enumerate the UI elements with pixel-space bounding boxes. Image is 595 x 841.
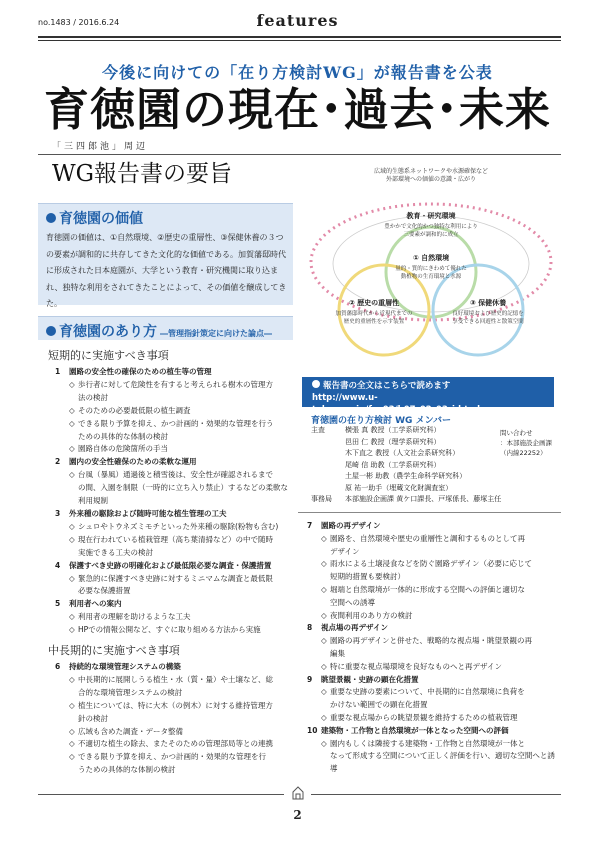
member-row xyxy=(311,494,561,506)
title-rule xyxy=(38,154,561,155)
svg-text:良好環境および歴史的記憶を: 良好環境および歴史的記憶を xyxy=(452,311,524,317)
short-term-heading: 短期的に実施すべき事項 xyxy=(48,349,169,362)
university-emblem-icon xyxy=(290,785,306,801)
diamond-bullet-icon: ◇ xyxy=(69,739,75,749)
sub-item-text: 利用者の理解を助けるような工夫 xyxy=(78,612,191,622)
diamond-bullet-icon: ◇ xyxy=(321,687,327,697)
article-title: 育徳園の現在･過去･未来 xyxy=(43,83,551,136)
item-title: 園路の安全性の確保のための植生等の管理 xyxy=(69,367,212,376)
member-name: 木下直之 教授（人文社会系研究科） xyxy=(345,449,460,457)
diamond-bullet-icon: ◇ xyxy=(321,661,327,671)
sub-item xyxy=(302,533,560,559)
item-number: 10 xyxy=(307,725,318,735)
diamond-bullet-icon: ◇ xyxy=(69,470,75,480)
sub-item-text: できる限り予算を抑え、かつ計画的・効果的な管理を行 xyxy=(78,752,266,762)
bullet-dot-icon xyxy=(46,213,56,223)
section-label: features xyxy=(256,11,339,30)
sub-item xyxy=(302,584,560,610)
header-rule-thin xyxy=(38,40,561,41)
svg-text:加賀藩邸時代から近現代までの: 加賀藩邸時代から近現代までの xyxy=(335,311,413,317)
sub-item-text: 植生については、特に大木（の例木）に対する維持管理方 xyxy=(78,700,273,710)
sub-item xyxy=(302,610,560,623)
sub-item xyxy=(50,751,290,777)
diagram-caption: 広域的生態系ネットワークや水源確保など 外部環境への価値の意識・広がり xyxy=(373,168,488,183)
arikata-note: ―管理指針策定に向けた論点― xyxy=(160,329,272,338)
fulltext-link-box[interactable] xyxy=(302,377,554,415)
item-title: 園路の再デザイン xyxy=(321,521,381,530)
sub-item xyxy=(50,534,290,560)
diamond-bullet-icon: ◇ xyxy=(69,625,75,635)
sub-item-text: 不適切な植生の除去、またそのための管理部局等との連携 xyxy=(78,739,273,749)
article-subtitle: 今後に向けての「在り方検討WG」が報告書を公表 xyxy=(102,63,493,82)
edu-title: 教育・研究環境 xyxy=(406,212,456,220)
sub-item xyxy=(302,558,560,584)
sub-item xyxy=(302,661,560,674)
edu-ring xyxy=(333,216,529,312)
bullet-dot-icon xyxy=(46,326,56,336)
item-number: 9 xyxy=(307,674,313,684)
diamond-bullet-icon: ◇ xyxy=(69,444,75,454)
member-name: 本部施設企画課 黄ケ口課長、戸塚係長、藤塚主任 xyxy=(345,495,502,503)
sub-item-text: シュロやトウネズミモチといった外来種の駆除(粉物も含む) xyxy=(78,521,279,531)
item-heading xyxy=(302,520,560,533)
sub-item-text: 現在行われている植栽管理（高ち葉清掃など）の中で随時 xyxy=(78,534,273,544)
value-section-body: 育徳園の価値は、①自然環境、②歴史の重層性、③保健休養の３つの要素が調和的に共存してきた文化的な価値である。加賀藩邸時代に形成された日本庭園が、大学という教育・研究機関に取り込まれ、独特な利用をされてきたことによって、その価値を醸成してきた。 xyxy=(46,233,287,308)
member-name: 土屋一彬 助教（農学生命科学研究科） xyxy=(345,472,467,480)
item-number: 4 xyxy=(55,560,61,570)
sub-item xyxy=(50,611,290,624)
page-number: 2 xyxy=(293,808,302,822)
sub-item xyxy=(302,635,560,661)
column-separator xyxy=(298,512,561,513)
item-number: 8 xyxy=(307,623,313,633)
contact-info: 問い合わせ ：本部施設企画課 （内線22252） xyxy=(500,429,552,457)
sub-item-text: 園路の再デザインと併せた、戦略的な視点場・眺望景観の再 xyxy=(330,636,532,646)
sub-item-continued: 編集 xyxy=(330,648,345,658)
member-row xyxy=(311,471,561,483)
sub-item-text: 緊急的に保護すべき史跡に対するミニマムな調査と最低限 xyxy=(78,573,273,583)
svg-text:歴史的重層性を示す装置: 歴史的重層性を示す装置 xyxy=(343,319,405,325)
member-name: 尾崎 信 助教（工学系研究科） xyxy=(345,460,441,469)
photo-credit: 「三四郎池」周辺 xyxy=(52,142,149,152)
item-title: 外来種の駆除および随時可能な植生管理の工夫 xyxy=(69,508,227,518)
sub-item-continued: 実施できる工夫の検討 xyxy=(78,547,153,557)
svg-text:動植物の生育環境と水源: 動植物の生育環境と水源 xyxy=(400,274,462,280)
item-number: 3 xyxy=(55,508,61,518)
sub-item xyxy=(50,738,290,751)
right-column-list xyxy=(302,520,560,776)
sub-item xyxy=(50,405,290,418)
diamond-bullet-icon: ◇ xyxy=(69,521,75,531)
item-number: 2 xyxy=(55,457,61,467)
sub-item-text: 特に重要な視点場環境を良好なものへと再デザイン xyxy=(330,661,502,671)
sub-item-text: 歩行者に対して危険性を有すると考えられる樹木の管理方 xyxy=(78,379,273,389)
member-name: 原 祐一助手（埋蔵文化財調査室） xyxy=(345,483,453,492)
sub-item-continued: 針の検討 xyxy=(78,713,108,723)
diamond-bullet-icon: ◇ xyxy=(69,405,75,415)
svg-text:享受できる回遊性と散策空間: 享受できる回遊性と散策空間 xyxy=(452,319,524,325)
svg-text:量的・質的にきわめて優れた: 量的・質的にきわめて優れた xyxy=(395,266,467,272)
item-number: 6 xyxy=(55,662,61,672)
item-title: 持続的な環境管理システムの構築 xyxy=(69,662,181,672)
item-heading xyxy=(50,508,290,521)
sub-item-text: できる限り予算を抑え、かつ計画的・効果的な管理を行う xyxy=(78,418,274,428)
left-column-list xyxy=(50,346,290,777)
fulltext-label: 報告書の全文はこちらで読めます xyxy=(312,380,544,392)
item-heading xyxy=(50,456,290,469)
diamond-bullet-icon: ◇ xyxy=(69,534,75,544)
sub-item xyxy=(50,674,290,700)
diamond-bullet-icon: ◇ xyxy=(321,533,327,543)
sub-item xyxy=(50,418,290,444)
diamond-bullet-icon: ◇ xyxy=(69,612,75,622)
sub-item-text: 重要な史跡の要素について、中長期的に自然環境に負荷を xyxy=(330,687,525,697)
sub-item-text: 夜間利用のあり方の検討 xyxy=(330,610,413,620)
sub-item-continued: なって形成する空間について正しく評価を行い、適切な空間へと誘導 xyxy=(330,751,555,774)
member-name: 邑田 仁 教授（理学系研究科） xyxy=(345,437,441,446)
sub-item-continued: うための具体的な体制の検討 xyxy=(78,765,176,775)
sub-item-text: 園路自体の危険箇所の手当 xyxy=(78,444,168,454)
item-heading xyxy=(302,622,560,635)
item-number: 5 xyxy=(55,599,61,609)
member-role: 事務局 xyxy=(311,495,332,503)
item-heading xyxy=(50,661,290,674)
arikata-section-title: 育徳園のあり方 ―管理指針策定に向けた論点― xyxy=(46,321,272,341)
sub-item-continued: 合的な環境管理システムの検討 xyxy=(78,687,183,697)
svg-text:三要素が調和的に成立: 三要素が調和的に成立 xyxy=(403,232,459,238)
item-heading xyxy=(50,366,290,379)
value-section xyxy=(38,203,293,308)
sub-item xyxy=(50,726,290,739)
value-section-title: 育徳園の価値 xyxy=(46,208,143,228)
members-title: 育徳園の在り方検討 WG メンバー xyxy=(311,416,451,426)
footer-rule-right xyxy=(311,794,561,795)
item-heading xyxy=(50,560,290,573)
sub-item-continued: かけない範囲での顕在化措置 xyxy=(330,700,428,710)
diamond-bullet-icon: ◇ xyxy=(69,674,75,684)
history-title: ② 歴史の重層性 xyxy=(348,299,400,307)
diamond-bullet-icon: ◇ xyxy=(321,584,327,594)
diamond-bullet-icon: ◇ xyxy=(321,610,327,620)
diamond-bullet-icon: ◇ xyxy=(69,700,75,710)
diamond-bullet-icon: ◇ xyxy=(69,573,75,583)
diamond-bullet-icon: ◇ xyxy=(321,559,327,569)
sub-item-continued: 短期的措置も要検討） xyxy=(330,572,405,582)
item-number: 7 xyxy=(307,521,313,530)
sub-item xyxy=(302,738,560,776)
member-row xyxy=(311,460,561,472)
sub-item xyxy=(50,443,290,456)
sub-item xyxy=(50,624,290,637)
wg-heading: WG報告書の要旨 xyxy=(52,161,233,187)
sub-item xyxy=(302,712,560,725)
item-heading xyxy=(50,598,290,611)
diamond-bullet-icon: ◇ xyxy=(321,712,327,722)
sub-item-continued: 空間への誘導 xyxy=(330,597,375,607)
sub-item-text: 園路を、自然環境や歴史の重層性と調和するものとして再 xyxy=(330,533,525,543)
issue-number: no.1483 / 2016.6.24 xyxy=(38,18,120,27)
diamond-bullet-icon: ◇ xyxy=(69,379,75,389)
sub-item-text: そのための必要最低限の植生調査 xyxy=(78,405,191,415)
sub-item-text: HPでの情報公開など、すぐに取り組める方法から実施 xyxy=(78,625,261,635)
mid-term-heading: 中長期的に実施すべき事項 xyxy=(48,644,180,658)
item-heading xyxy=(302,725,560,738)
sub-item-text: 広域も含めた調査・データ整備 xyxy=(78,726,183,736)
sub-item-text: 台風（暴風）通過後と積雪後は、安全性が確認されるまで xyxy=(78,470,273,480)
member-name: 横張 真 教授（工学系研究科） xyxy=(345,426,441,434)
diamond-bullet-icon: ◇ xyxy=(321,636,327,646)
sub-item xyxy=(50,379,290,405)
diamond-bullet-icon: ◇ xyxy=(69,726,75,736)
sub-item-text: 園内もしくは隣接する建築物・工作物と自然環境が一体と xyxy=(330,738,525,748)
fulltext-url[interactable]: http://www.u-tokyo.ac.jp/fac03/b07_02_03_j.html xyxy=(312,393,481,415)
item-title: 利用者への案内 xyxy=(69,599,122,609)
sub-item-continued: の間、入園を制限（一時的に立ち入り禁止）するなどの柔軟な利用規制 xyxy=(78,483,288,506)
sub-item-text: 重要な視点場からの眺望景観を維持するための植栽管理 xyxy=(330,712,518,722)
sub-item xyxy=(50,700,290,726)
nature-title: ① 自然環境 xyxy=(412,254,450,262)
diamond-bullet-icon: ◇ xyxy=(321,738,327,748)
bullet-dot-icon xyxy=(312,380,320,388)
value-diagram xyxy=(302,160,560,370)
member-row xyxy=(311,483,561,495)
sub-item xyxy=(50,469,290,508)
header-rule xyxy=(38,36,561,38)
svg-text:豊かかで文化的かつ独特な利用により: 豊かかで文化的かつ独特な利用により xyxy=(384,224,478,230)
item-title: 保護すべき史跡の明確化および最低限必要な調査・保護措置 xyxy=(69,560,272,570)
item-title: 視点場の再デザイン xyxy=(321,623,388,633)
item-title: 眺望景観・史跡の顕在化措置 xyxy=(321,674,419,684)
item-title: 建築物・工作物と自然環境が一体となった空間への評価 xyxy=(321,725,509,735)
item-heading xyxy=(302,674,560,687)
diamond-bullet-icon: ◇ xyxy=(69,418,75,428)
sub-item xyxy=(50,573,290,599)
health-title: ③ 保健休養 xyxy=(469,299,507,307)
sub-item-text: 堀端と自然環境が一体的に形成する空間への評価と適切な xyxy=(330,584,525,594)
sub-item-text: 雨水による土壌浸食などを防ぐ園路デザイン（必要に応じて xyxy=(330,559,532,569)
sub-item xyxy=(50,521,290,534)
member-role: 主査 xyxy=(311,426,325,434)
sub-item-text: 中長期的に展開しうる植生・水（質・量）や土壌など、総 xyxy=(78,674,273,684)
sub-item-continued: 必要な保護措置 xyxy=(78,586,131,596)
sub-item xyxy=(302,686,560,712)
footer-rule-left xyxy=(38,794,284,795)
arikata-section-header xyxy=(38,316,293,340)
sub-item-continued: 法の検討 xyxy=(78,392,108,402)
sub-item-continued: ための具体的な体制の検討 xyxy=(78,431,168,441)
sub-item-continued: デザイン xyxy=(330,546,360,556)
item-number: 1 xyxy=(55,367,61,376)
item-title: 園内の安全性確保のための柔軟な運用 xyxy=(69,457,197,467)
diamond-bullet-icon: ◇ xyxy=(69,752,75,762)
